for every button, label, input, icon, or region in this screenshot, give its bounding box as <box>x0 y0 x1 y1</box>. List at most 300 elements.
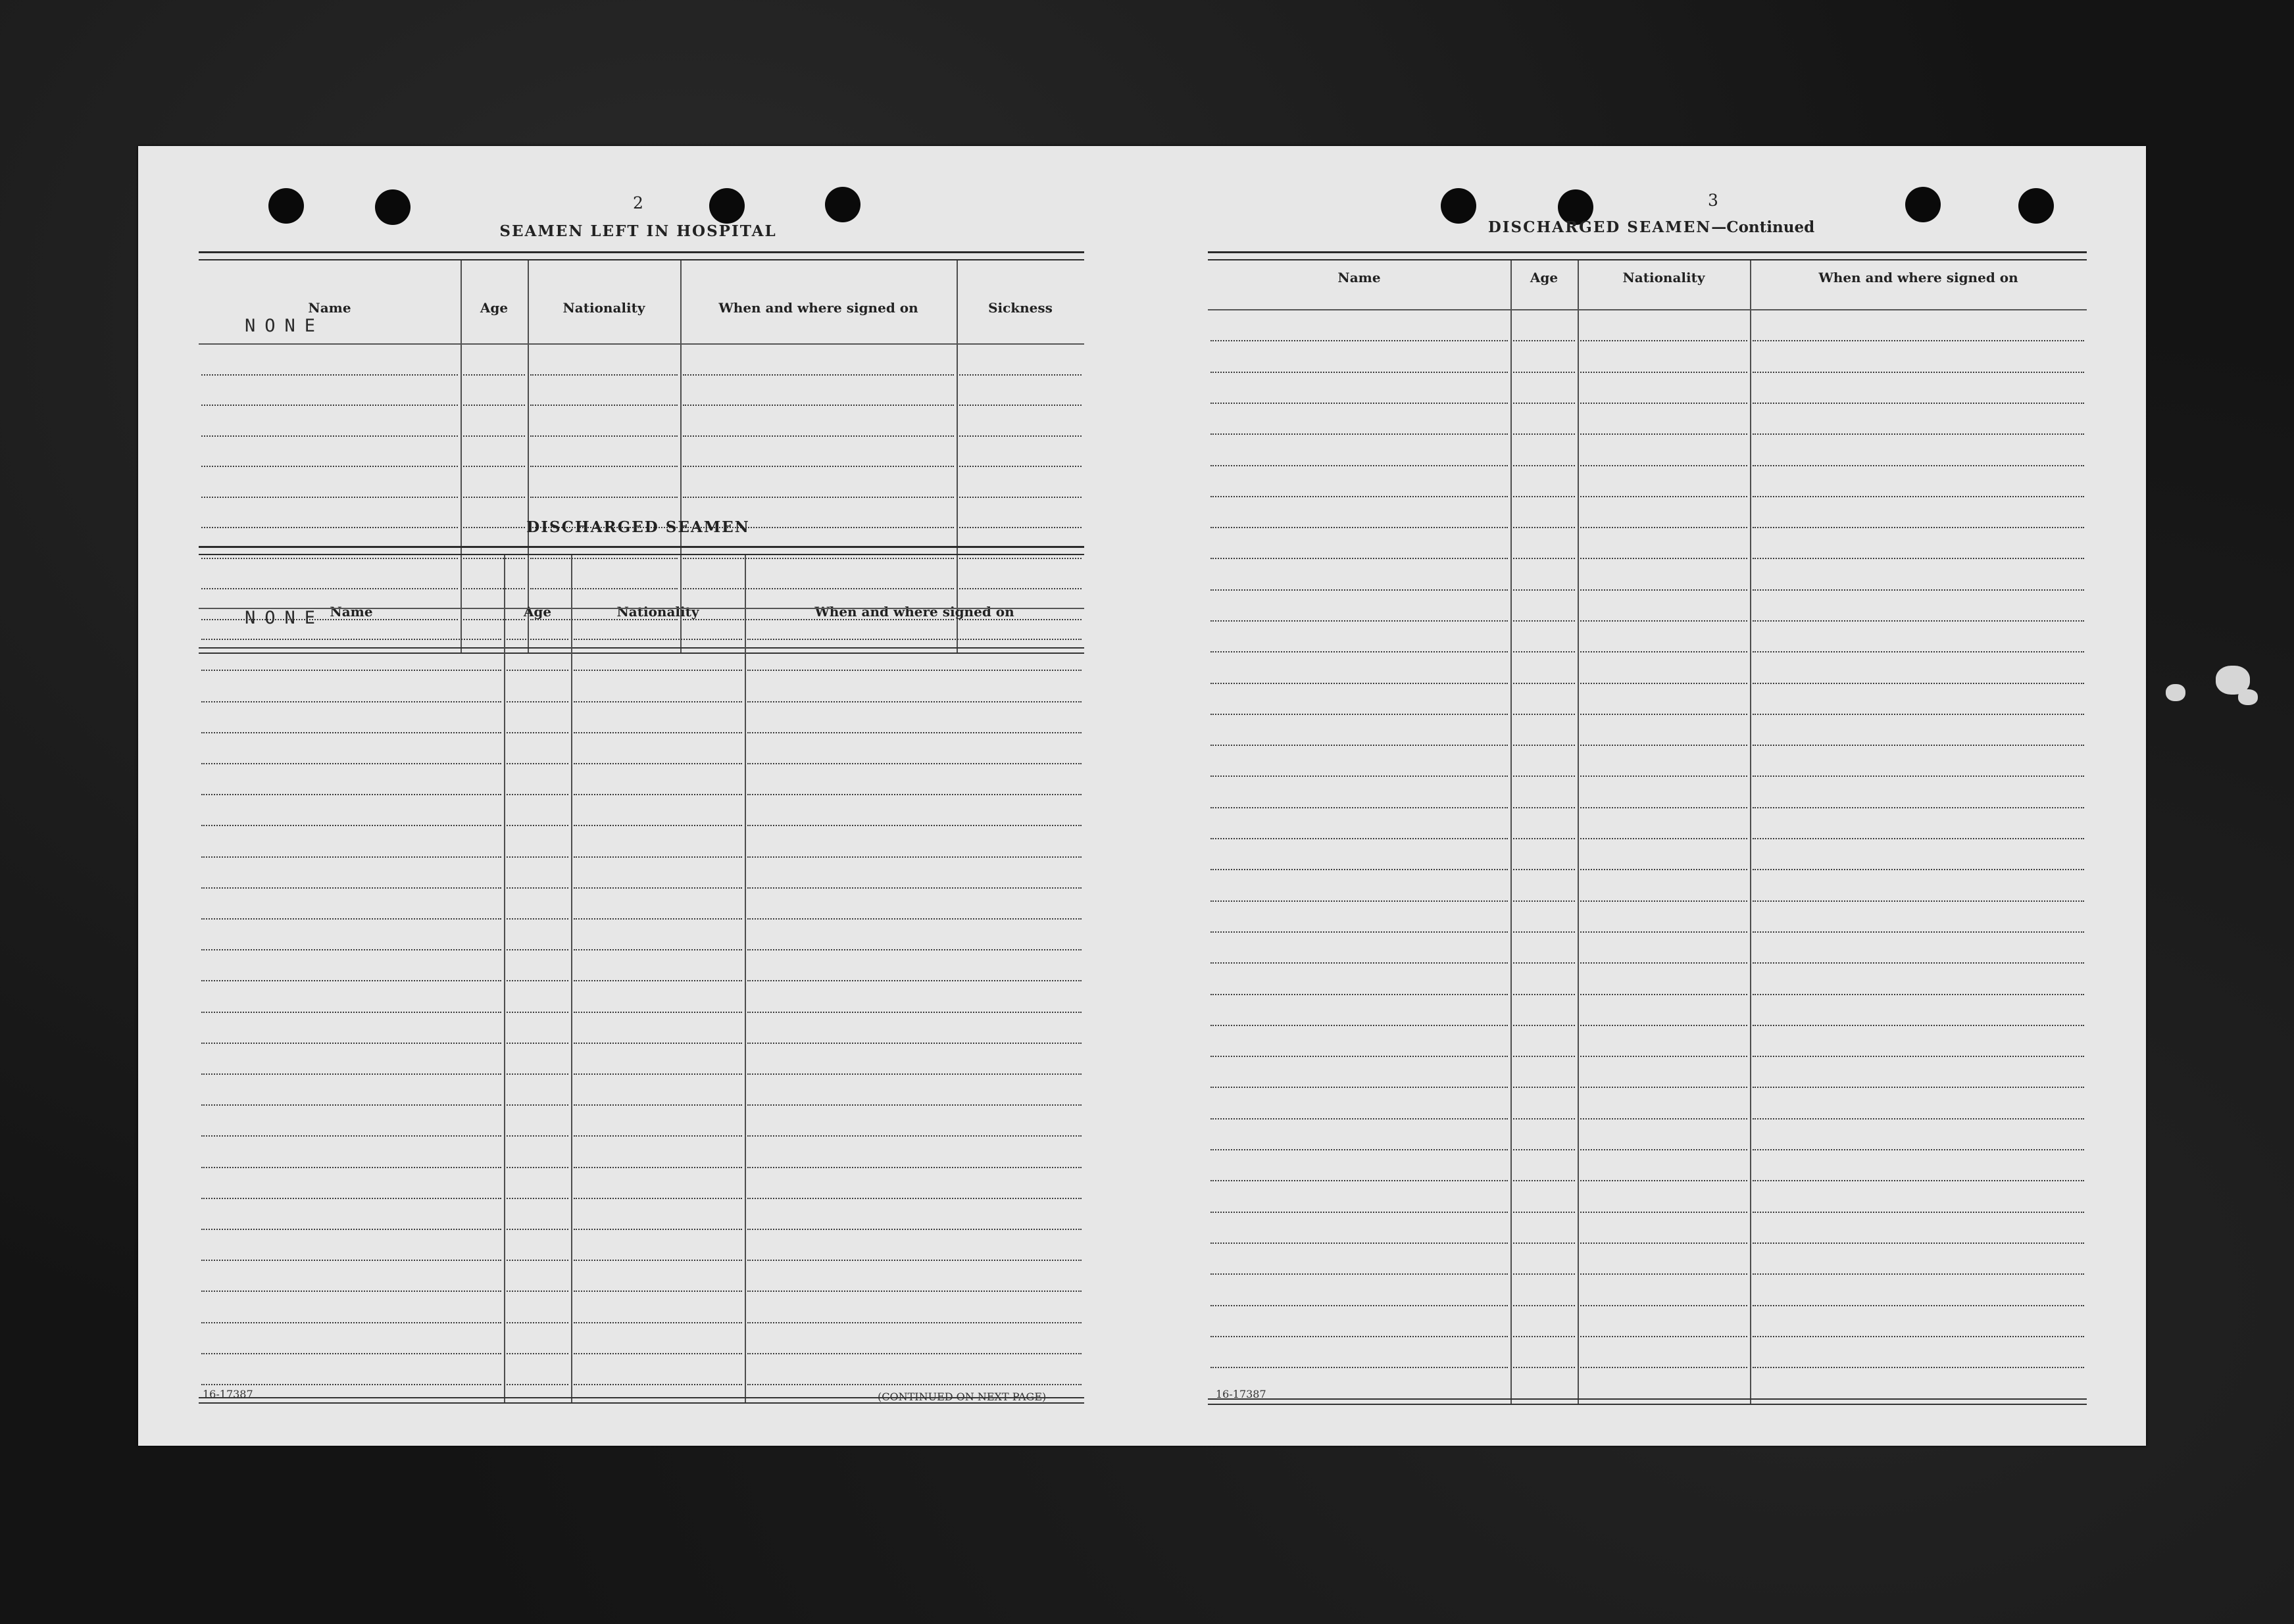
row-rule <box>1210 1367 1508 1368</box>
row-rule <box>1580 403 1747 404</box>
row-rule <box>1513 745 1575 746</box>
row-rule <box>507 794 568 795</box>
row-rule <box>574 980 742 981</box>
row-rule <box>1210 714 1508 715</box>
row-rule <box>201 497 458 498</box>
discharged-continued-title-sub: —Continued <box>1711 218 1815 236</box>
row-rule <box>1753 1305 2084 1306</box>
row-rule <box>1210 527 1508 528</box>
row-rule <box>201 435 458 437</box>
row-rule <box>1210 465 1508 466</box>
row-rule <box>1513 807 1575 808</box>
row-rule <box>1210 775 1508 777</box>
row-rule <box>1580 775 1747 777</box>
row-rule <box>1210 838 1508 839</box>
row-rule <box>1210 372 1508 373</box>
row-rule <box>463 405 525 406</box>
row-rule <box>201 1073 501 1075</box>
row-rule <box>574 1012 742 1013</box>
row-rule <box>507 1322 568 1323</box>
row-rule <box>1580 962 1747 964</box>
row-rule <box>1753 527 2084 528</box>
column-divider <box>504 555 505 1402</box>
row-rule <box>1753 465 2084 466</box>
row-rule <box>530 497 678 498</box>
row-rule <box>574 918 742 920</box>
row-rule <box>574 887 742 889</box>
row-rule <box>507 1073 568 1075</box>
row-rule <box>1580 340 1747 341</box>
row-rule <box>574 763 742 764</box>
row-rule <box>1513 403 1575 404</box>
row-rule <box>1513 1087 1575 1088</box>
row-rule <box>1210 1149 1508 1150</box>
row-rule <box>683 405 954 406</box>
row-rule <box>1210 589 1508 591</box>
row-rule <box>201 701 501 702</box>
row-rule <box>201 887 501 889</box>
row-rule <box>1753 1025 2084 1026</box>
row-rule <box>1580 869 1747 870</box>
row-rule <box>1210 496 1508 497</box>
row-rule <box>1580 433 1747 435</box>
row-rule <box>1753 340 2084 341</box>
row-rule <box>1753 372 2084 373</box>
column-divider <box>745 555 746 1402</box>
row-rule <box>747 949 1082 950</box>
row-rule <box>201 1198 501 1199</box>
row-rule <box>1580 1336 1747 1337</box>
row-rule <box>1580 745 1747 746</box>
row-rule <box>1513 994 1575 995</box>
row-rule <box>201 1353 501 1354</box>
discharged-table <box>199 546 1084 1402</box>
column-divider <box>571 555 572 1402</box>
row-rule <box>507 918 568 920</box>
row-rule <box>747 1043 1082 1044</box>
row-rule <box>507 1043 568 1044</box>
row-rule <box>747 1353 1082 1354</box>
row-rule <box>1580 1056 1747 1057</box>
column-header: Nationality <box>562 300 645 316</box>
row-rule <box>574 949 742 950</box>
row-rule <box>201 732 501 733</box>
row-rule <box>1513 931 1575 933</box>
row-rule <box>574 639 742 640</box>
row-rule <box>1580 1025 1747 1026</box>
row-rule <box>201 1043 501 1044</box>
row-rule <box>1753 869 2084 870</box>
header-rule <box>199 608 1084 609</box>
row-rule <box>747 763 1082 764</box>
row-rule <box>1210 683 1508 684</box>
row-rule <box>747 1322 1082 1323</box>
row-rule <box>747 887 1082 889</box>
row-rule <box>574 1167 742 1168</box>
column-header: Nationality <box>616 604 699 620</box>
row-rule <box>747 918 1082 920</box>
column-header: Name <box>330 604 373 620</box>
row-rule <box>1753 745 2084 746</box>
row-rule <box>1513 1180 1575 1181</box>
row-rule <box>574 1322 742 1323</box>
row-rule <box>574 1229 742 1230</box>
row-rule <box>1513 1212 1575 1213</box>
row-rule <box>1513 433 1575 435</box>
row-rule <box>1513 683 1575 684</box>
row-rule <box>201 1291 501 1292</box>
discharged-entry-name: NONE <box>245 608 325 628</box>
column-divider <box>1578 260 1579 1404</box>
row-rule <box>1210 1243 1508 1244</box>
row-rule <box>574 825 742 826</box>
row-rule <box>747 1291 1082 1292</box>
row-rule <box>1753 620 2084 622</box>
row-rule <box>201 639 501 640</box>
row-rule <box>1580 1212 1747 1213</box>
row-rule <box>201 1260 501 1261</box>
row-rule <box>201 1012 501 1013</box>
row-rule <box>574 1384 742 1385</box>
row-rule <box>1753 1367 2084 1368</box>
row-rule <box>683 497 954 498</box>
row-rule <box>1210 1336 1508 1337</box>
row-rule <box>1753 931 2084 933</box>
column-divider <box>1510 260 1512 1404</box>
row-rule <box>959 497 1082 498</box>
row-rule <box>1580 496 1747 497</box>
row-rule <box>1753 1118 2084 1120</box>
row-rule <box>1513 1118 1575 1120</box>
row-rule <box>574 1291 742 1292</box>
punch-hole <box>709 188 745 224</box>
row-rule <box>959 435 1082 437</box>
hospital-section-title: SEAMEN LEFT IN HOSPITAL <box>499 222 777 240</box>
row-rule <box>1513 651 1575 652</box>
discharged-continued-table <box>1208 251 2087 1404</box>
row-rule <box>959 466 1082 467</box>
row-rule <box>1210 931 1508 933</box>
form-number-right: 16-17387 <box>1216 1388 1266 1400</box>
row-rule <box>507 856 568 858</box>
row-rule <box>201 1135 501 1137</box>
row-rule <box>747 732 1082 733</box>
row-rule <box>507 1229 568 1230</box>
row-rule <box>201 466 458 467</box>
header-rule <box>199 343 1084 345</box>
row-rule <box>507 1353 568 1354</box>
row-rule <box>747 980 1082 981</box>
form-number-left: 16-17387 <box>203 1388 253 1400</box>
column-header: Name <box>308 300 351 316</box>
row-rule <box>747 1198 1082 1199</box>
row-rule <box>201 980 501 981</box>
row-rule <box>1513 1149 1575 1150</box>
row-rule <box>507 732 568 733</box>
row-rule <box>1513 900 1575 902</box>
discharged-continued-title <box>1487 218 1816 236</box>
row-rule <box>574 1260 742 1261</box>
row-rule <box>1513 620 1575 622</box>
register-sheet <box>138 146 2146 1446</box>
row-rule <box>1513 775 1575 777</box>
row-rule <box>1753 589 2084 591</box>
punch-hole <box>1441 188 1476 224</box>
row-rule <box>747 1384 1082 1385</box>
row-rule <box>201 949 501 950</box>
row-rule <box>1580 994 1747 995</box>
row-rule <box>507 1167 568 1168</box>
column-header: Age <box>523 604 552 620</box>
row-rule <box>574 670 742 671</box>
row-rule <box>1210 807 1508 808</box>
row-rule <box>1753 1056 2084 1057</box>
column-header: When and where signed on <box>814 604 1014 620</box>
row-rule <box>959 374 1082 376</box>
row-rule <box>1513 558 1575 559</box>
row-rule <box>1580 931 1747 933</box>
row-rule <box>201 825 501 826</box>
page-number-right: 3 <box>1708 191 1718 210</box>
row-rule <box>1210 433 1508 435</box>
row-rule <box>1210 994 1508 995</box>
row-rule <box>1580 372 1747 373</box>
column-header: Age <box>1530 270 1558 285</box>
row-rule <box>683 435 954 437</box>
row-rule <box>201 1104 501 1106</box>
row-rule <box>574 732 742 733</box>
row-rule <box>747 1012 1082 1013</box>
row-rule <box>683 374 954 376</box>
row-rule <box>1753 807 2084 808</box>
row-rule <box>201 794 501 795</box>
row-rule <box>1753 714 2084 715</box>
row-rule <box>1513 340 1575 341</box>
row-rule <box>1580 558 1747 559</box>
row-rule <box>1210 1305 1508 1306</box>
row-rule <box>463 497 525 498</box>
row-rule <box>1210 403 1508 404</box>
row-rule <box>201 856 501 858</box>
page-number-left: 2 <box>633 193 643 212</box>
row-rule <box>1753 1212 2084 1213</box>
column-header: Age <box>480 300 509 316</box>
table-top-rule <box>199 546 1084 555</box>
row-rule <box>463 466 525 467</box>
row-rule <box>1210 745 1508 746</box>
punch-hole <box>268 188 304 224</box>
row-rule <box>1753 838 2084 839</box>
row-rule <box>1580 838 1747 839</box>
row-rule <box>1580 1118 1747 1120</box>
row-rule <box>507 670 568 671</box>
row-rule <box>1513 962 1575 964</box>
row-rule <box>1753 683 2084 684</box>
row-rule <box>201 1322 501 1323</box>
row-rule <box>574 1043 742 1044</box>
row-rule <box>530 435 678 437</box>
row-rule <box>1753 994 2084 995</box>
row-rule <box>1513 465 1575 466</box>
row-rule <box>1513 496 1575 497</box>
row-rule <box>1513 1056 1575 1057</box>
row-rule <box>1753 1243 2084 1244</box>
hospital-entry-name: NONE <box>245 316 325 336</box>
table-top-rule <box>1208 251 2087 260</box>
row-rule <box>1580 714 1747 715</box>
header-rule <box>1208 309 2087 310</box>
row-rule <box>1513 1336 1575 1337</box>
row-rule <box>1513 1305 1575 1306</box>
row-rule <box>1580 465 1747 466</box>
row-rule <box>747 1167 1082 1168</box>
row-rule <box>1580 1180 1747 1181</box>
row-rule <box>1580 683 1747 684</box>
row-rule <box>1580 589 1747 591</box>
column-header: Nationality <box>1622 270 1705 285</box>
row-rule <box>1513 372 1575 373</box>
row-rule <box>507 1012 568 1013</box>
row-rule <box>1753 1087 2084 1088</box>
discharged-section-title: DISCHARGED SEAMEN <box>526 518 750 536</box>
row-rule <box>574 1135 742 1137</box>
row-rule <box>574 794 742 795</box>
row-rule <box>530 374 678 376</box>
row-rule <box>201 670 501 671</box>
row-rule <box>507 1198 568 1199</box>
row-rule <box>507 701 568 702</box>
row-rule <box>507 980 568 981</box>
row-rule <box>1513 1367 1575 1368</box>
continued-note: (CONTINUED ON NEXT PAGE) <box>878 1390 1047 1403</box>
row-rule <box>463 374 525 376</box>
row-rule <box>1210 962 1508 964</box>
row-rule <box>463 435 525 437</box>
row-rule <box>1580 1087 1747 1088</box>
row-rule <box>959 405 1082 406</box>
row-rule <box>1210 1273 1508 1275</box>
row-rule <box>1513 838 1575 839</box>
row-rule <box>1580 1367 1747 1368</box>
row-rule <box>507 949 568 950</box>
row-rule <box>530 466 678 467</box>
row-rule <box>747 639 1082 640</box>
row-rule <box>747 856 1082 858</box>
row-rule <box>201 527 458 528</box>
row-rule <box>1210 869 1508 870</box>
row-rule <box>507 1135 568 1137</box>
row-rule <box>1580 620 1747 622</box>
column-header: When and where signed on <box>1818 270 2018 285</box>
row-rule <box>1210 340 1508 341</box>
column-header: Name <box>1337 270 1381 285</box>
punch-hole <box>1905 187 1941 222</box>
row-rule <box>1210 1180 1508 1181</box>
row-rule <box>201 918 501 920</box>
row-rule <box>1513 1273 1575 1275</box>
row-rule <box>201 1167 501 1168</box>
row-rule <box>574 1073 742 1075</box>
row-rule <box>507 825 568 826</box>
row-rule <box>201 763 501 764</box>
row-rule <box>747 1073 1082 1075</box>
row-rule <box>1580 527 1747 528</box>
row-rule <box>201 405 458 406</box>
row-rule <box>747 794 1082 795</box>
row-rule <box>959 527 1082 528</box>
row-rule <box>507 1104 568 1106</box>
row-rule <box>1753 558 2084 559</box>
row-rule <box>574 1104 742 1106</box>
row-rule <box>1753 1149 2084 1150</box>
row-rule <box>1580 1305 1747 1306</box>
punch-hole <box>375 189 411 225</box>
row-rule <box>1513 869 1575 870</box>
row-rule <box>1210 1087 1508 1088</box>
row-rule <box>1753 900 2084 902</box>
row-rule <box>574 701 742 702</box>
row-rule <box>1210 558 1508 559</box>
row-rule <box>1753 962 2084 964</box>
row-rule <box>1580 1273 1747 1275</box>
punch-hole <box>2018 188 2054 224</box>
row-rule <box>1513 1243 1575 1244</box>
row-rule <box>1753 433 2084 435</box>
row-rule <box>1210 651 1508 652</box>
row-rule <box>1580 900 1747 902</box>
row-rule <box>1580 1149 1747 1150</box>
row-rule <box>1210 1212 1508 1213</box>
row-rule <box>201 1384 501 1385</box>
row-rule <box>1513 527 1575 528</box>
row-rule <box>507 763 568 764</box>
row-rule <box>1753 1273 2084 1275</box>
row-rule <box>574 856 742 858</box>
row-rule <box>747 1229 1082 1230</box>
row-rule <box>1753 775 2084 777</box>
paper-fragment <box>2238 689 2258 705</box>
row-rule <box>507 887 568 889</box>
row-rule <box>507 1260 568 1261</box>
row-rule <box>1513 589 1575 591</box>
row-rule <box>683 466 954 467</box>
row-rule <box>1513 1025 1575 1026</box>
row-rule <box>1753 403 2084 404</box>
row-rule <box>574 1198 742 1199</box>
row-rule <box>1580 651 1747 652</box>
row-rule <box>1210 620 1508 622</box>
column-header: Sickness <box>988 300 1053 316</box>
row-rule <box>1580 1243 1747 1244</box>
table-bottom-rule <box>1208 1398 2087 1405</box>
row-rule <box>201 374 458 376</box>
row-rule <box>747 670 1082 671</box>
row-rule <box>574 1353 742 1354</box>
column-divider <box>1750 260 1751 1404</box>
row-rule <box>507 1384 568 1385</box>
punch-hole <box>825 187 860 222</box>
row-rule <box>507 639 568 640</box>
row-rule <box>747 701 1082 702</box>
table-top-rule <box>199 251 1084 260</box>
paper-fragment <box>2166 684 2185 701</box>
row-rule <box>530 405 678 406</box>
row-rule <box>1753 651 2084 652</box>
row-rule <box>507 1291 568 1292</box>
row-rule <box>1210 1118 1508 1120</box>
row-rule <box>1753 1336 2084 1337</box>
row-rule <box>1753 496 2084 497</box>
